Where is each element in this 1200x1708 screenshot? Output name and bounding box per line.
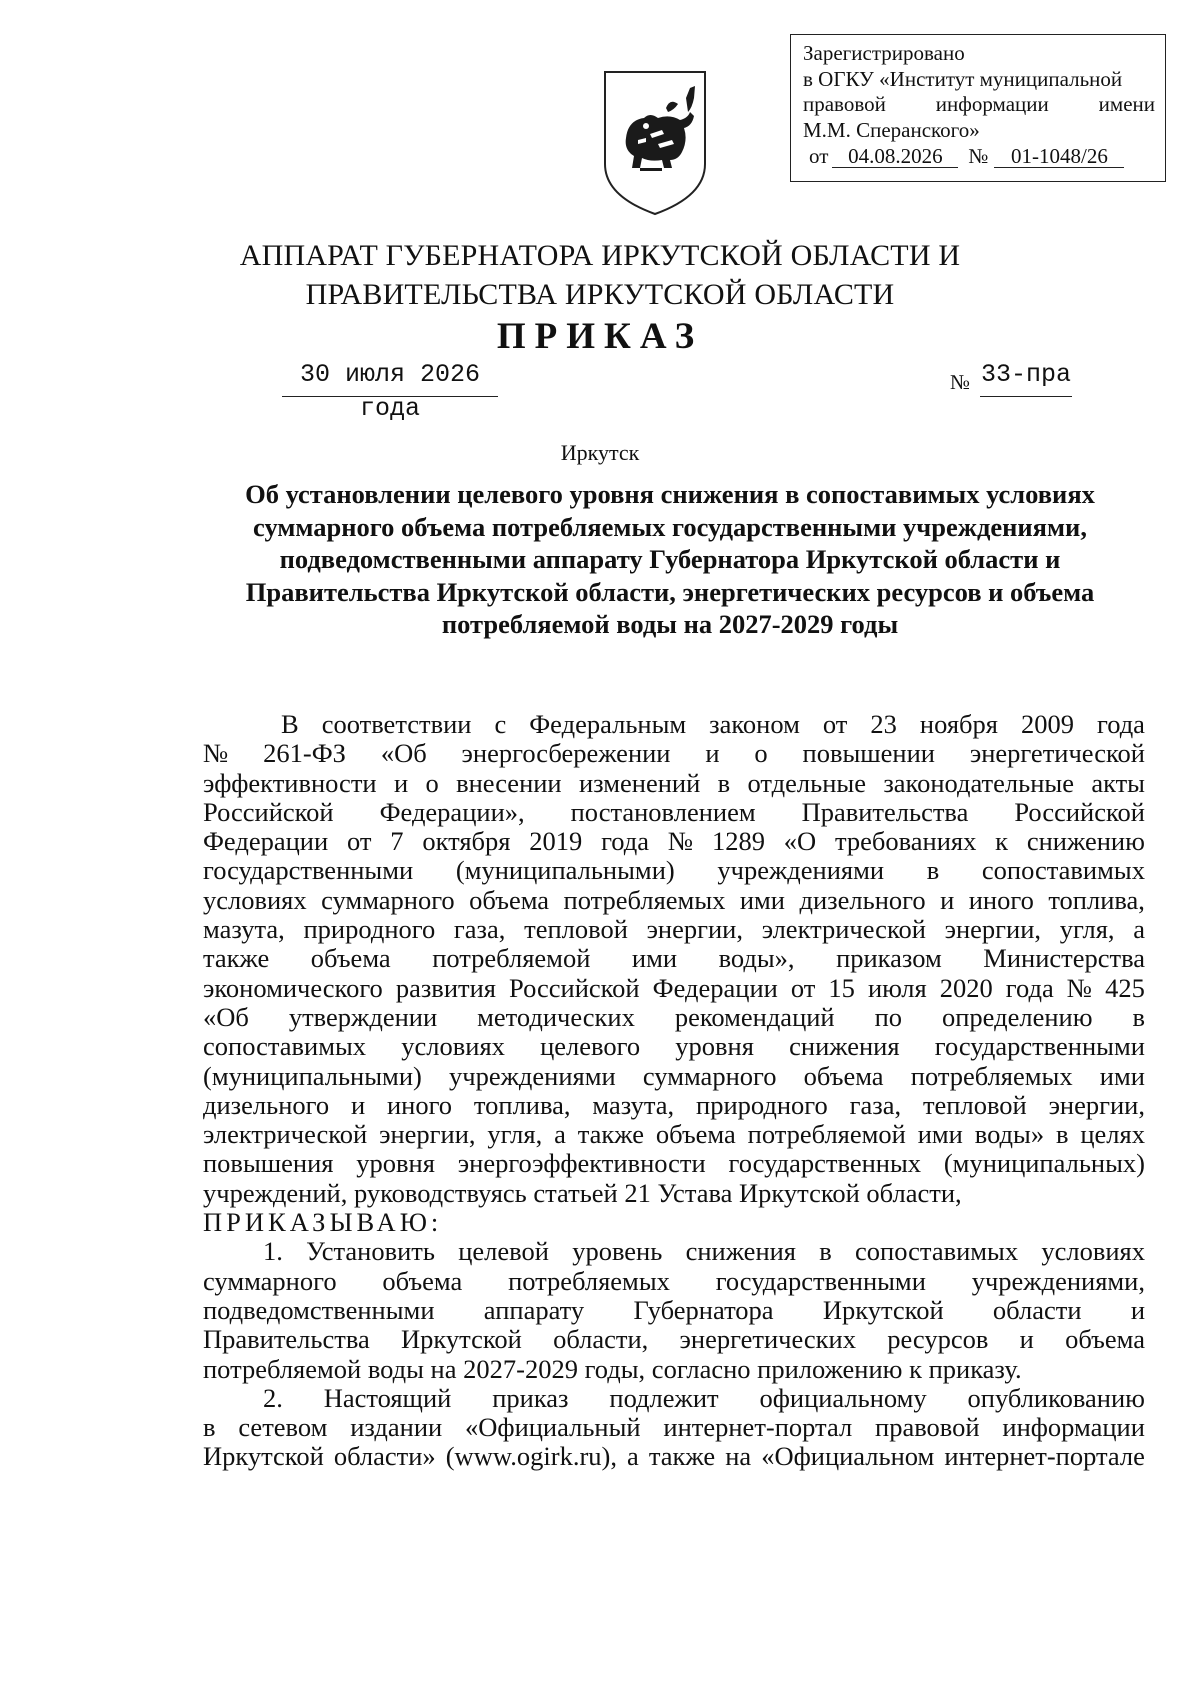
irkutsk-coat-of-arms-icon [600,68,710,218]
word: суммарного [203,1265,337,1296]
order-number-label: № [950,370,971,394]
word: опубликованию [967,1382,1145,1413]
word: природного [303,914,436,945]
word: электрической [203,1119,368,1150]
word: топлива, [1048,884,1145,915]
body-line [203,1032,1145,1061]
word: энергии, [379,1119,476,1150]
paragraph-preamble [203,710,1145,1179]
word: энергетической [969,738,1145,769]
word: а [554,1119,566,1150]
word: государственными [934,1031,1145,1062]
word: 1289 [711,826,765,857]
word: № [1066,972,1093,1003]
word: о [425,767,439,798]
word: акты [1091,767,1145,798]
word: (муниципальных) [943,1148,1145,1179]
word: электрической [761,914,926,945]
stamp-date: 04.08.2026 [832,145,958,168]
word: рекомендаций [674,1001,835,1032]
word: целевого [540,1031,641,1062]
word: постановлением [570,796,756,827]
word: воды», [718,943,795,974]
word: 15 [828,972,855,1003]
word: объема [1065,1324,1145,1355]
word: Правительства [203,1324,370,1355]
word: 2009 [1020,709,1074,739]
word: тепловой [524,914,628,945]
word: энергоэффективности [457,1148,706,1179]
word: аппарату [483,1294,585,1325]
word: 23 [870,709,897,739]
word: государственными [715,1265,926,1296]
word: от [790,972,816,1003]
word: Федерации», [379,796,525,827]
word: 2019 [529,826,583,857]
word: утверждении [288,1001,438,1032]
word: в [819,1236,832,1267]
paragraph-item-2 [203,1384,1145,1472]
word: октября [422,826,511,857]
word: энергии, [646,914,743,945]
body-line [203,1442,1145,1471]
word: изменений [578,767,701,798]
word: приказом [836,943,942,974]
word: методических [477,1001,635,1032]
word: учреждениями [717,855,885,886]
word: природного [696,1089,828,1120]
word: области [992,1294,1082,1325]
order-word: ПРИКАЗЫВАЮ: [203,1207,443,1238]
subject-line: Правительства Иркутской области, энергетических ресурсов и объема [245,576,1095,607]
word: (муниципальными) [203,1060,422,1091]
word: В [281,709,299,739]
word: отдельные [747,767,866,798]
word: года [1097,709,1145,739]
organization-line-2: ПРАВИТЕЛЬСТВА ИРКУТСКОЙ ОБЛАСТИ [305,278,895,311]
word: подведомственными [203,1294,435,1325]
word: потребляемой [747,1119,906,1150]
word: потребляемой [432,943,591,974]
subject-line: Об установлении целевого уровня снижения в сопоставимых условиях [245,479,1095,509]
word: на [725,1441,752,1472]
word: и [1019,1324,1034,1355]
order-number: 33-пра [980,358,1072,397]
word: иного [386,1089,453,1120]
word: тепловой [922,1089,1027,1120]
body-line [203,1120,1145,1149]
stamp-registration-line [803,144,1155,170]
organization-line-1: АППАРАТ ГУБЕРНАТОРА ИРКУТСКОЙ ОБЛАСТИ И [239,239,961,272]
body-line [203,827,1145,856]
body-line [203,1384,1145,1413]
word: целях [1080,1119,1145,1150]
word: энергии, [1048,1089,1145,1120]
word: угля, [487,1119,543,1150]
paragraph-item-1 [203,1237,1145,1354]
registration-stamp [790,34,1166,182]
word: дизельного [799,884,926,915]
body-line [203,769,1145,798]
word: «Об [380,738,427,769]
body-line [203,710,1145,739]
word: определению [942,1001,1093,1032]
stamp-number: 01-1048/26 [994,145,1124,168]
stamp-line-3 [803,92,1155,118]
word: официальному [759,1382,927,1413]
word: снижения [685,1236,796,1267]
word: 261-ФЗ [263,738,346,769]
body-line [203,1062,1145,1091]
word: объема [655,1119,736,1150]
word: 2. [263,1382,283,1413]
body-line [203,886,1145,915]
body-line [203,1267,1145,1296]
word: «О [783,826,817,857]
word: сопоставимых [855,1236,1019,1267]
word: также [203,943,270,974]
word: угля, [1059,914,1115,945]
word: ими [631,943,678,974]
word: области, [553,1324,649,1355]
subject-line: потребляемой воды на 2027-2029 годы [441,609,899,639]
word: законом [709,709,800,739]
word: энергетических [679,1324,856,1355]
word: объема [310,943,391,974]
stamp-line-4: М.М. Сперанского» [803,117,980,142]
body-line [203,798,1145,827]
body-line [203,1296,1145,1325]
word: объема [382,1265,463,1296]
word: в [203,1412,216,1443]
word: государственными [203,855,414,886]
body-line [203,1091,1145,1120]
document-subject [200,478,1140,641]
body-line: потребляемой воды на 2027-2029 годы, согласно приложению к приказу. [203,1353,1022,1384]
word: мазута, [203,914,285,945]
body-line [203,1149,1145,1178]
word: уровня [356,1148,435,1179]
word: ноября [919,709,998,739]
word: и [393,767,409,798]
word: внесении [456,767,562,798]
word: также [577,1119,644,1150]
word: по [874,1001,903,1032]
word: 425 [1105,972,1145,1003]
order-date: 30 июля 2026 года [282,358,498,397]
word: в [717,767,731,798]
word: от [822,709,848,739]
word: Министерства [983,943,1145,974]
word: иного [968,884,1034,915]
word: топлива, [473,1089,571,1120]
word: интернет-портале [944,1441,1145,1472]
word: снижения [789,1031,900,1062]
word: года [1005,972,1054,1003]
word: Губернатора [633,1294,774,1325]
stamp-word: информации [935,92,1049,116]
word: приказ [492,1382,569,1413]
word: сопоставимых [203,1031,367,1062]
word: ими [739,884,785,915]
word: Установить [306,1236,435,1267]
word: государственных [728,1148,922,1179]
word: подлежит [609,1382,719,1413]
word: дизельного [203,1089,330,1120]
body-line [203,856,1145,885]
word: к [995,826,1009,857]
city: Иркутск [560,440,640,465]
word: а [1133,914,1145,945]
stamp-num-label: № [968,144,989,168]
word: уровня [675,1031,754,1062]
stamp-word: правовой [803,92,886,116]
word: газа, [849,1089,902,1120]
word: 1. [263,1236,283,1267]
word: законодательные [883,767,1074,798]
word: о [754,738,768,769]
word: № [203,738,229,769]
word: июля [867,972,927,1003]
word: эффективности [203,767,377,798]
word: суммарного [642,1060,777,1091]
word: области» [333,1441,436,1472]
word: а [627,1441,639,1472]
word: Правительства [801,796,969,827]
word: условиях [1041,1236,1145,1267]
word: объема [469,884,550,915]
word: и [1130,1294,1145,1325]
word: повышении [802,738,935,769]
word: снижению [1026,826,1145,857]
word: и [705,738,720,769]
word: года [601,826,650,857]
stamp-line-2: в ОГКУ «Институт муниципальной [803,66,1123,91]
word: экономического [203,972,383,1003]
word: воды» [974,1119,1045,1150]
word: Иркутской [822,1294,944,1325]
word: Федерации [652,972,778,1003]
body-line [203,1325,1145,1354]
word: ими [917,1119,963,1150]
word: потребляемых [508,1265,670,1296]
subject-line: подведомственными аппарату Губернатора Иркутской области и [279,544,1061,574]
word: сопоставимых [981,855,1145,886]
word: № [667,826,694,857]
word: повышения [203,1148,334,1179]
word: от [346,826,372,857]
word: также [648,1441,716,1472]
word: энергосбережении [461,738,671,769]
word: (www.ogirk.ru), [445,1441,617,1472]
word: условиях [203,884,307,915]
word: мазута, [592,1089,675,1120]
stamp-line-1: Зарегистрировано [803,41,965,65]
body-line [203,1003,1145,1032]
organization-name [0,236,1200,314]
word: в [1132,1001,1145,1032]
body-line [203,1413,1145,1442]
word: в [926,855,940,886]
body-line [203,974,1145,1003]
document-body [203,710,1145,1472]
body-line [203,1237,1145,1266]
word: «Официальный [465,1412,641,1443]
word: Российской [1014,796,1145,827]
word: энергии, [944,914,1042,945]
word: с [494,709,507,739]
subject-line: суммарного объема потребляемых государственными учреждениями, [253,511,1087,542]
stamp-from-label: от [809,144,829,168]
word: Российской [509,972,640,1003]
word: Настоящий [323,1382,452,1413]
stamp-word: имени [1098,92,1155,116]
word: условиях [401,1031,505,1062]
document-type: ПРИКАЗ [496,316,704,357]
word: «Об [203,1001,249,1032]
word: интернет-портал [663,1412,853,1443]
word: ресурсов [887,1324,989,1355]
word: целевой [458,1236,549,1267]
word: Российской [203,796,334,827]
word: (муниципальными) [455,855,675,886]
word: издании [350,1412,443,1443]
word: информации [1002,1412,1145,1443]
word: суммарного [321,884,455,915]
word: Федеральным [529,709,687,739]
word: газа, [453,914,506,945]
word: требованиях [834,826,977,857]
body-line [203,944,1145,973]
word: «Официальном [761,1441,935,1472]
word: учреждениями, [971,1265,1145,1296]
word: и [350,1089,366,1120]
word: 7 [390,826,404,857]
word: 2020 [939,972,993,1003]
word: правовой [875,1412,980,1443]
word: Федерации [203,826,329,857]
word: учреждениями [449,1060,616,1091]
word: потребляемых [910,1060,1073,1091]
word: объема [803,1060,884,1091]
word: соответствии [321,709,472,739]
word: и [940,884,955,915]
word: Иркутской [401,1324,522,1355]
body-line [203,915,1145,944]
word: развития [395,972,496,1003]
word: ими [1099,1060,1145,1091]
word: потребляемых [563,884,726,915]
word: сетевом [238,1412,328,1443]
body-line: учреждений, руководствуясь статьей 21 Устава Иркутской области, [203,1177,962,1208]
word: в [1055,1119,1069,1150]
body-line [203,739,1145,768]
word: уровень [572,1236,663,1267]
word: Иркутской [203,1441,324,1472]
